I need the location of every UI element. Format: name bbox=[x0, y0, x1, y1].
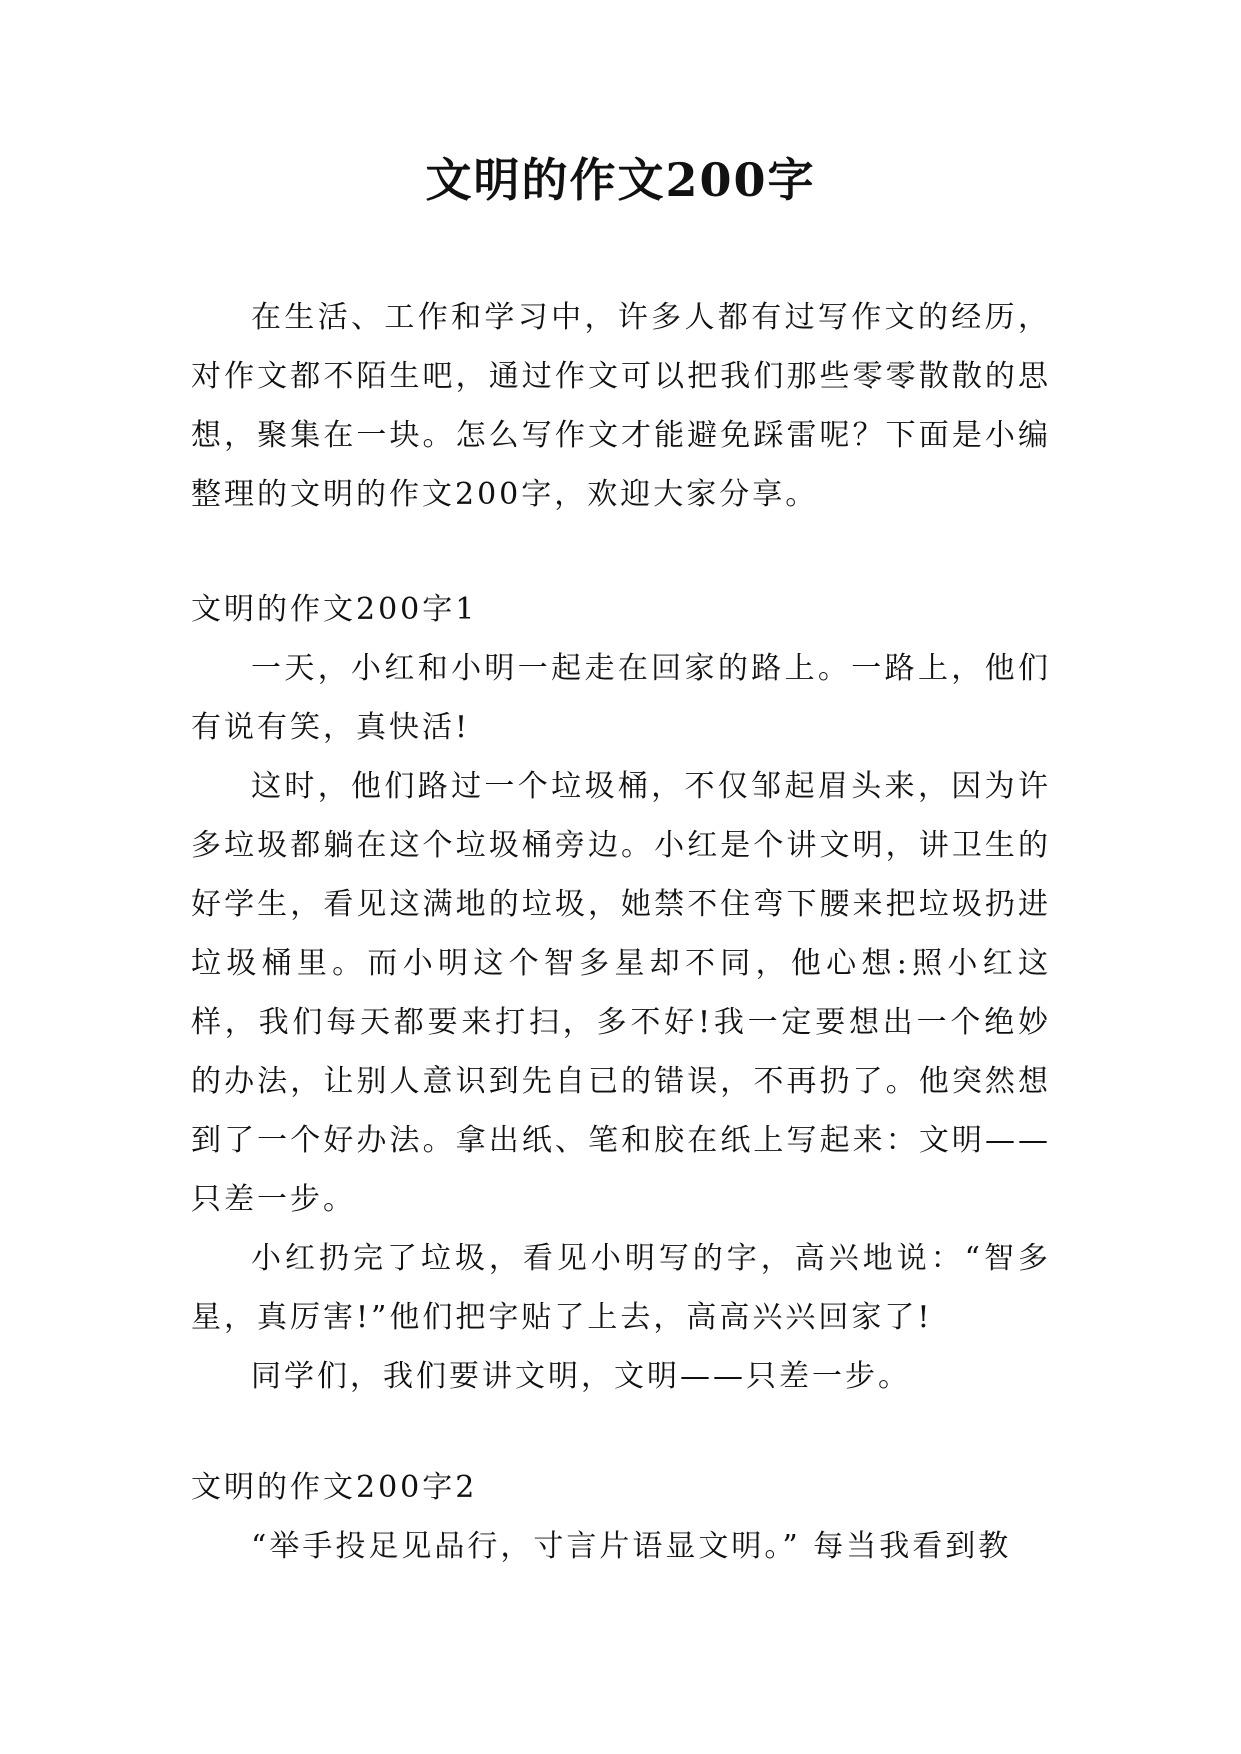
essay-1-heading: 文明的作文200字1 bbox=[191, 592, 478, 627]
essay-1-section bbox=[191, 580, 1051, 1406]
essay-2-paragraph-1: “举手投足见品行，寸言片语显文明。” 每当我看到教 bbox=[251, 1529, 1012, 1564]
essay-1-paragraph-4: 同学们，我们要讲文明，文明——只差一步。 bbox=[251, 1359, 911, 1394]
essay-2-section bbox=[191, 1458, 1051, 1576]
intro-paragraph: 在生活、工作和学习中，许多人都有过写作文的经历，对作文都不陌生吧，通过作文可以把我们那些零零散散的思想，聚集在一块。怎么写作文才能避免踩雷呢？下面是小编整理的文明的作文200字，欢迎大家分享。 bbox=[191, 300, 1051, 512]
essay-1-paragraph-2: 这时，他们路过一个垃圾桶，不仅邹起眉头来，因为许多垃圾都躺在这个垃圾桶旁边。小红是个讲文明，讲卫生的好学生，看见这满地的垃圾，她禁不住弯下腰来把垃圾扔进垃圾桶里。而小明这个智多星却不同，他心想:照小红这样，我们每天都要来打扫，多不好!我一定要想出一个绝妙的办法，让别人意识到先自已的错误，不再扔了。他突然想到了一个好办法。拿出纸、笔和胶在纸上写起来：文明——只差一步。 bbox=[191, 769, 1051, 1217]
essay-1-paragraph-3: 小红扔完了垃圾，看见小明写的字，高兴地说：“智多星，真厉害!”他们把字贴了上去，高高兴兴回家了! bbox=[191, 1241, 1051, 1335]
document-title: 文明的作文200字 bbox=[425, 153, 816, 207]
intro-section bbox=[191, 288, 1051, 524]
essay-2-heading: 文明的作文200字2 bbox=[191, 1470, 478, 1505]
essay-1-paragraph-1: 一天，小红和小明一起走在回家的路上。一路上，他们有说有笑，真快活! bbox=[191, 651, 1051, 745]
